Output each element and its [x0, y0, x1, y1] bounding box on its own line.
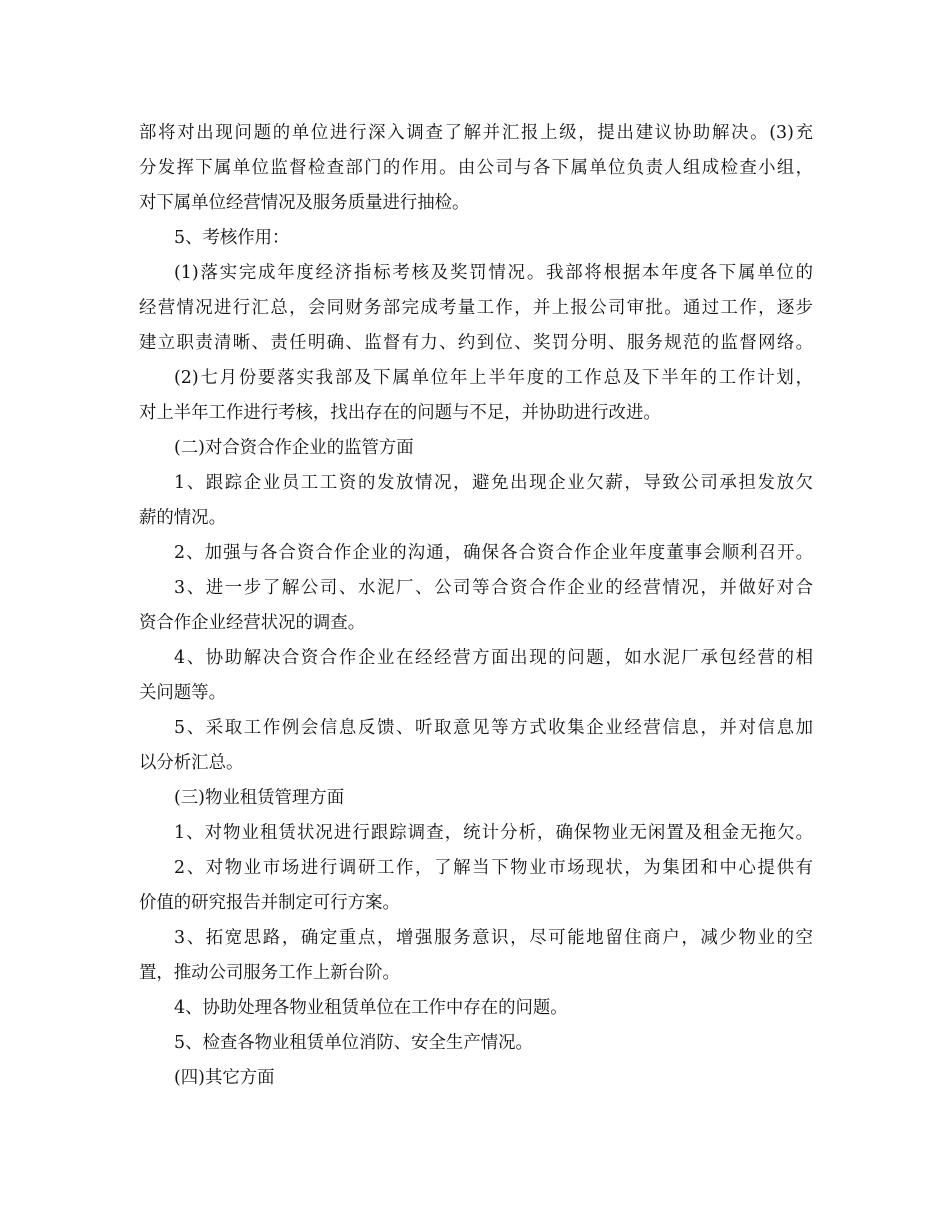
paragraph-line: 2、加强与各合资合作企业的沟通，确保各合资合作企业年度董事会顺利召开。	[174, 543, 813, 563]
paragraph-line: 经营情况进行汇总，会同财务部完成考量工作，并上报公司审批。通过工作，逐步	[139, 298, 813, 318]
paragraph-line: 2、对物业市场进行调研工作，了解当下物业市场现状，为集团和中心提供有	[174, 858, 813, 878]
paragraph-line: 分发挥下属单位监督检查部门的作用。由公司与各下属单位负责人组成检查小组，	[139, 158, 813, 178]
paragraph-line: 4、协助解决合资合作企业在经经营方面出现的问题，如水泥厂承包经营的相	[174, 648, 813, 668]
paragraph-line: 1、对物业租赁状况进行跟踪调查，统计分析，确保物业无闲置及租金无拖欠。	[174, 823, 813, 843]
paragraph-line: 5、采取工作例会信息反馈、听取意见等方式收集企业经营信息，并对信息加	[174, 718, 813, 738]
paragraph-line: 3、拓宽思路，确定重点，增强服务意识，尽可能地留住商户，减少物业的空	[174, 928, 813, 948]
paragraph-line: 以分析汇总。	[139, 753, 244, 773]
section-heading: (四)其它方面	[174, 1068, 275, 1088]
paragraph-line: 薪的情况。	[139, 508, 226, 528]
paragraph-line: 3、进一步了解公司、水泥厂、公司等合资合作企业的经营情况，并做好对合	[174, 578, 813, 598]
paragraph-line: (2)七月份要落实我部及下属单位年上半年度的工作总及下半年的工作计划，	[174, 368, 813, 388]
document-body	[139, 116, 813, 1096]
section-heading: (二)对合资合作企业的监管方面	[174, 438, 414, 458]
section-heading: 5、考核作用：	[174, 228, 290, 248]
paragraph-line: 4、协助处理各物业租赁单位在工作中存在的问题。	[174, 998, 568, 1018]
paragraph-line: 置，推动公司服务工作上新台阶。	[139, 963, 400, 983]
section-heading: (三)物业租赁管理方面	[174, 788, 345, 808]
paragraph-line: 5、检查各物业租赁单位消防、安全生产情况。	[174, 1033, 533, 1053]
paragraph-line: 部将对出现问题的单位进行深入调查了解并汇报上级，提出建议协助解决。(3)充	[139, 123, 813, 143]
paragraph-line: 建立职责清晰、责任明确、监督有力、约到位、奖罚分明、服务规范的监督网络。	[139, 333, 813, 353]
paragraph-line: 对上半年工作进行考核，找出存在的问题与不足，并协助进行改进。	[139, 403, 661, 423]
paragraph-line: 价值的研究报告并制定可行方案。	[139, 893, 400, 913]
paragraph-line: 1、跟踪企业员工工资的发放情况，避免出现企业欠薪，导致公司承担发放欠	[174, 473, 813, 493]
paragraph-line: 资合作企业经营状况的调查。	[139, 613, 366, 633]
paragraph-line: 对下属单位经营情况及服务质量进行抽检。	[139, 193, 470, 213]
paragraph-line: 关问题等。	[139, 683, 226, 703]
paragraph-line: (1)落实完成年度经济指标考核及奖罚情况。我部将根据本年度各下属单位的	[174, 263, 813, 283]
